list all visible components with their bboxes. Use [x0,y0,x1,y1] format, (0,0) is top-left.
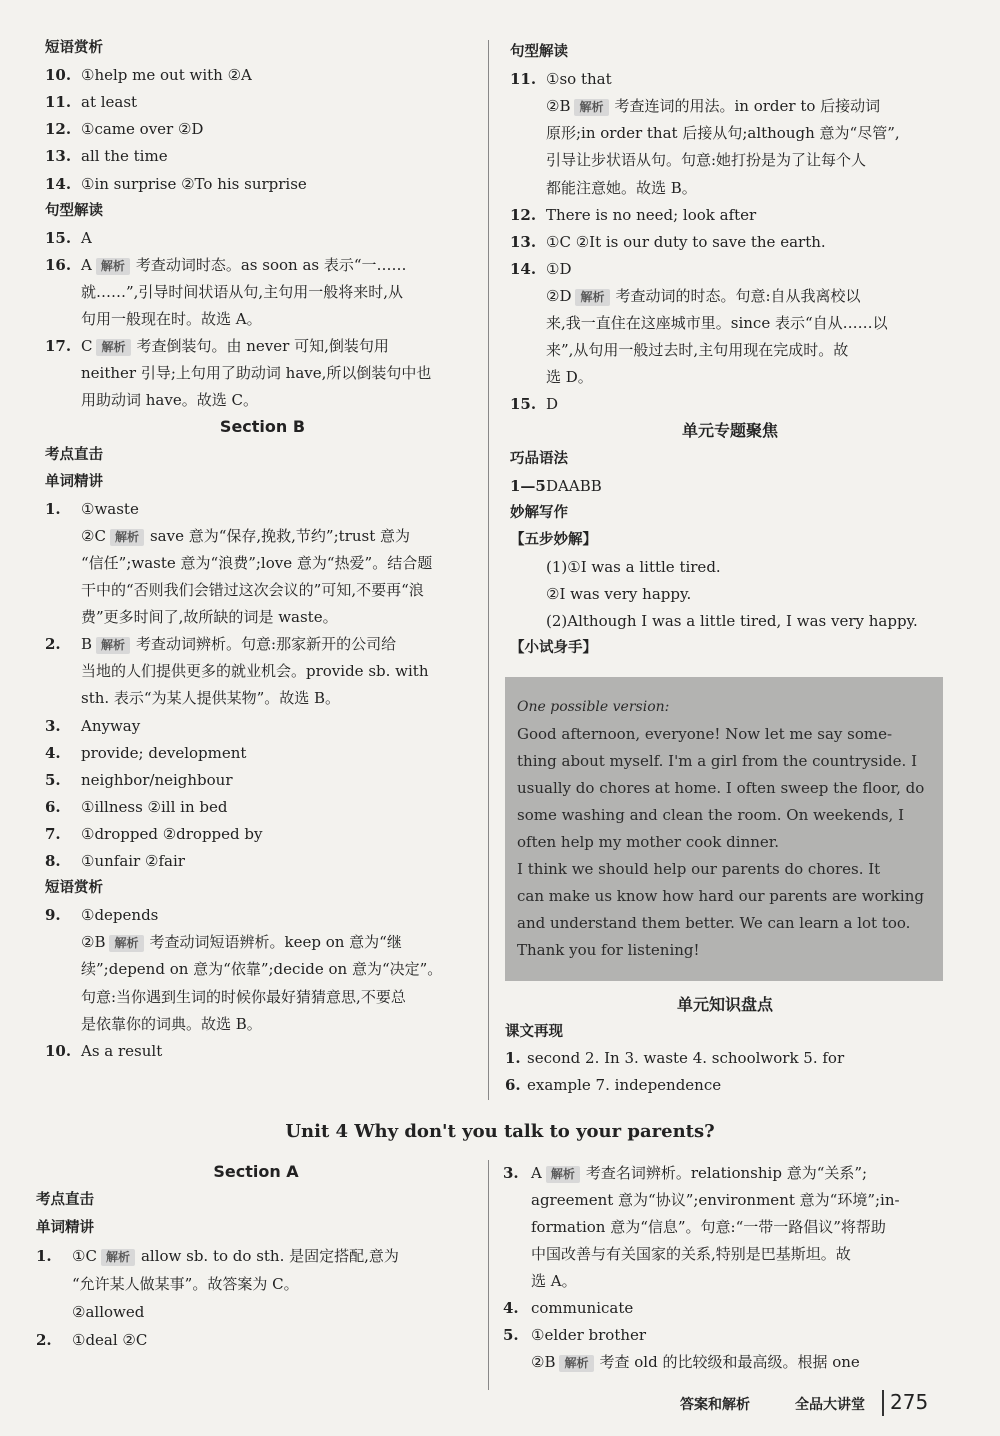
answer-text: ①elder brother [531,1326,647,1344]
answer-text: formation 意为“信息”。句意:“一带一路倡议”将帮助 [531,1218,886,1236]
left-column-top [45,38,480,1078]
answer-text: ①D [546,259,572,278]
answer-text: C [81,337,93,356]
analysis-text: 考查连词的用法。in order to 后接动词 [614,97,881,116]
essay-line: I think we should help our parents do chores. It [517,860,881,878]
answer-line [510,394,558,414]
answer-text: ②D [546,286,572,305]
analysis-text: 考查倒装句。由 never 可知,倒装句用 [136,337,389,356]
analysis-tag: 解析 [546,1166,580,1183]
answer-text: D [546,395,559,414]
essay-line: some washing and clean the room. On weekends, I [517,806,905,824]
answer-text: DAABB [546,476,602,495]
answer-line [45,824,262,844]
section-heading: 句型解读 [45,202,103,219]
analysis-text: 考查名词辨析。relationship 意为“关系”; [585,1164,868,1182]
answer-line [510,259,571,279]
answer-text: 原形;in order that 后接从句;although 意为“尽管”, [546,124,900,143]
item-number: 5. [503,1326,519,1344]
item-number: 6. [505,1075,521,1094]
item-number: 5. [45,770,61,789]
page-footer [600,1390,960,1430]
essay-line: usually do chores at home. I often sweep the floor, do [517,779,925,797]
right-column-top [510,42,950,682]
item-number: 10. [45,66,72,85]
answer-line [45,92,137,112]
analysis-tag: 解析 [110,529,144,546]
answer-line [510,205,756,225]
essay-line: Good afternoon, everyone! Now let me say some- [517,725,893,743]
item-number: 13. [45,147,72,166]
answer-text: 句意:当你遇到生词的时候你最好猜猜意思,不要总 [81,987,406,1006]
answer-line [81,661,429,681]
footer-label: 答案和解析 [680,1397,750,1413]
answer-line [81,580,424,600]
analysis-tag: 解析 [559,1355,593,1372]
page-number: 275 [890,1390,929,1414]
answer-text: ②B [546,97,571,116]
answer-text: example 7. independence [527,1075,722,1094]
answer-text: ①unfair ②fair [81,852,185,870]
answer-line [510,232,826,252]
answer-line [531,1190,900,1210]
answer-text: A [81,255,92,274]
right-column-mid [505,995,945,1105]
answer-text: ①C [72,1247,97,1265]
answer-text: ①waste [81,499,139,518]
answer-text: provide; development [81,743,247,762]
answer-text: (1)①I was a little tired. [546,557,721,576]
answer-line [546,584,691,604]
answer-line [531,1271,577,1291]
section-heading: 单词精讲 [45,473,103,490]
answer-line [45,851,185,871]
item-number: 8. [45,852,61,870]
item-number: 3. [45,716,61,735]
answer-text: Anyway [81,716,141,735]
answer-line [45,119,203,139]
answer-line [546,123,900,143]
answer-line [81,363,431,383]
answer-text: “信任”;waste 意为“浪费”;love 意为“热爱”。结合题 [81,553,433,572]
answer-line [81,390,258,410]
analysis-tag: 解析 [96,637,130,654]
answer-text: at least [81,93,138,112]
analysis-text: 考查动词时态。as soon as 表示“一…… [135,255,407,274]
answer-line [45,743,246,763]
answer-text: ②B [81,933,106,952]
answer-text: ②allowed [72,1303,145,1321]
answer-text: 都能注意她。故选 B。 [546,178,697,197]
footer-book-name: 全品大讲堂 [795,1397,865,1413]
answer-line [45,174,307,194]
essay-line: thing about myself. I'm a girl from the countryside. I [517,752,917,770]
answer-line [546,150,866,170]
section-heading: 句型解读 [510,44,568,60]
answer-text: 用助动词 have。故选 C。 [81,391,258,410]
answer-line [503,1325,646,1345]
column-divider-top [488,40,489,1100]
answer-line [505,1048,844,1068]
answer-text: 费”更多时间了,故所缺的词是 waste。 [81,608,338,627]
answer-line [546,313,888,333]
answer-text: neither 引导;上句用了助动词 have,所以倒装句中也 [81,364,432,383]
item-number: 1. [45,499,61,518]
item-number: 11. [510,70,537,89]
section-heading: 【小试身手】 [510,640,597,657]
section-heading: 巧品语法 [510,450,568,467]
item-number: 4. [503,1299,519,1317]
sample-essay-box [505,677,943,981]
item-number: 14. [510,259,537,278]
right-column-bottom [503,1163,963,1388]
essay-label: One possible version: [517,699,670,715]
analysis-text: 考查动词短语辨析。keep on 意为“继 [149,933,402,952]
answer-line [36,1246,399,1266]
answer-line [81,987,406,1007]
answer-line [36,1330,147,1350]
analysis-tag: 解析 [575,289,609,306]
answer-text: “允许某人做某事”。故答案为 C。 [72,1275,299,1293]
analysis-tag: 解析 [96,258,130,275]
section-heading: 考点直击 [45,446,103,463]
answer-line [81,1014,262,1034]
section-heading: 考点直击 [36,1192,94,1208]
answer-line [546,340,848,360]
item-number: 14. [45,174,72,193]
answer-text: 选 A。 [531,1272,577,1290]
centered-heading: 单元知识盘点 [676,995,773,1014]
section-heading: 妙解写作 [510,504,568,521]
essay-line: and understand them better. We can learn a lot too. [517,914,911,932]
item-number: 2. [45,635,61,654]
answer-line [45,797,227,817]
answer-line [81,553,432,573]
analysis-tag: 解析 [101,1249,135,1266]
answer-line [81,688,340,708]
answer-text: ②I was very happy. [546,585,692,603]
answer-line [72,1274,299,1294]
answer-text: A [531,1164,542,1182]
left-column-bottom [36,1162,476,1362]
answer-line [510,476,602,496]
answer-text: ①dropped ②dropped by [81,824,263,843]
section-heading: 单词精讲 [36,1220,94,1236]
answer-text: 续”;depend on 意为“依靠”;decide on 意为“决定”。 [81,960,443,979]
answer-text: (2)Although I was a little tired, I was very happy. [546,612,918,631]
answer-line [45,634,396,654]
analysis-tag: 解析 [96,339,130,356]
answer-line [546,286,861,306]
answer-text: ①depends [81,906,159,925]
section-heading: 【五步妙解】 [510,531,597,548]
section-heading: 短语赏析 [45,40,103,56]
answer-text: 来”,从句用一般过去时,主句用现在完成时。故 [546,341,849,360]
answer-line [531,1352,860,1372]
answer-text: 中国改善与有关国家的关系,特别是巴基斯坦。故 [531,1245,851,1263]
answer-text: 当地的人们提供更多的就业机会。provide sb. with [81,662,429,681]
item-number: 15. [510,395,537,414]
item-number: 7. [45,824,61,843]
answer-text: communicate [531,1299,634,1317]
answer-text: sth. 表示“为某人提供某物”。故选 B。 [81,689,341,708]
answer-text: ①help me out with ②A [81,66,252,85]
analysis-tag: 解析 [574,99,608,116]
item-number: 1. [36,1247,52,1265]
answer-line [510,557,721,577]
answer-line [546,96,880,116]
section-heading: 课文再现 [505,1023,563,1040]
answer-text: B [81,635,93,654]
answer-line [81,282,403,302]
centered-heading: Section B [219,417,306,437]
answer-text: ②B [531,1353,556,1371]
answer-text: ①deal ②C [72,1331,148,1349]
item-number: 4. [45,743,61,762]
answer-text: ②C [81,526,106,545]
answer-line [45,146,168,166]
answer-line [81,309,262,329]
answer-text: 引导让步状语从句。句意:她打扮是为了让每个人 [546,151,867,170]
answer-text: neighbor/neighbour [81,770,233,789]
answer-line [546,178,697,198]
answer-line [45,499,139,519]
answer-line [503,1163,867,1183]
answer-text: 句用一般现在时。故选 A。 [81,310,262,328]
item-number: 12. [45,120,72,139]
answer-line [510,611,918,631]
answer-line [81,607,338,627]
answer-line [45,905,158,925]
answer-line [45,65,252,85]
answer-text: ①came over ②D [81,120,204,139]
essay-line: Thank you for listening! [517,941,700,959]
unit-title: Unit 4 Why don't you talk to your parents? [285,1121,715,1142]
item-number: 6. [45,797,61,816]
answer-line [81,932,402,952]
answer-line [81,526,410,546]
answer-text: 干中的“否则我们会错过这次会议的”可知,不要再“浪 [81,581,424,599]
answer-text: A [81,228,92,247]
analysis-text: save 意为“保存,挽救,节约”;trust 意为 [149,526,410,545]
analysis-text: 考查 old 的比较级和最高级。根据 one [599,1353,860,1371]
item-number: 15. [45,228,72,247]
answer-text: ①so that [546,70,612,89]
answer-text: second 2. In 3. waste 4. schoolwork 5. for [527,1049,845,1067]
item-number: 3. [503,1164,519,1182]
answer-line [503,1298,633,1318]
item-number: 1. [505,1049,521,1067]
footer-separator [882,1390,884,1416]
answer-line [81,959,442,979]
answer-line [531,1217,886,1237]
item-number: 2. [36,1331,52,1349]
centered-heading: 单元专题聚焦 [681,421,778,441]
analysis-text: 考查动词的时态。句意:自从我离校以 [615,286,861,305]
answer-line [45,770,233,790]
column-divider-bottom [488,1160,489,1390]
answer-line [45,336,389,356]
answer-text: 就……”,引导时间状语从句,主句用一般将来时,从 [81,282,403,301]
answer-line [45,1041,162,1061]
answer-text: all the time [81,147,168,166]
answer-text: 来,我一直住在这座城市里。since 表示“自从……以 [546,314,888,332]
answer-text: There is no need; look after [546,205,757,224]
answer-line [505,1075,721,1095]
centered-heading: Section A [213,1162,299,1181]
answer-text: ①in surprise ②To his surprise [81,174,307,193]
item-number: 1—5 [510,476,546,495]
analysis-text: 考查动词辨析。句意:那家新开的公司给 [136,635,397,654]
item-number: 13. [510,232,537,251]
item-number: 11. [45,93,72,112]
answer-line [45,228,92,248]
item-number: 10. [45,1041,72,1060]
item-number: 9. [45,906,61,925]
answer-line [72,1302,144,1322]
analysis-tag: 解析 [109,935,143,952]
answer-text: ①illness ②ill in bed [81,797,228,816]
answer-text: 选 D。 [546,368,593,387]
item-number: 12. [510,205,537,224]
answer-line [531,1244,851,1264]
item-number: 17. [45,337,72,356]
answer-line [45,716,140,736]
item-number: 16. [45,255,72,274]
answer-text: As a result [81,1041,163,1060]
section-heading: 短语赏析 [45,880,103,897]
analysis-text: allow sb. to do sth. 是固定搭配,意为 [140,1247,399,1265]
answer-text: 是依靠你的词典。故选 B。 [81,1014,262,1033]
answer-text: ①C ②It is our duty to save the earth. [546,232,826,251]
essay-line: often help my mother cook dinner. [517,833,780,851]
answer-line [510,69,612,89]
answer-line [546,367,593,387]
answer-text: agreement 意为“协议”;environment 意为“环境”;in- [531,1191,900,1209]
essay-line: can make us know how hard our parents are working [517,887,924,905]
answer-line [45,255,407,275]
